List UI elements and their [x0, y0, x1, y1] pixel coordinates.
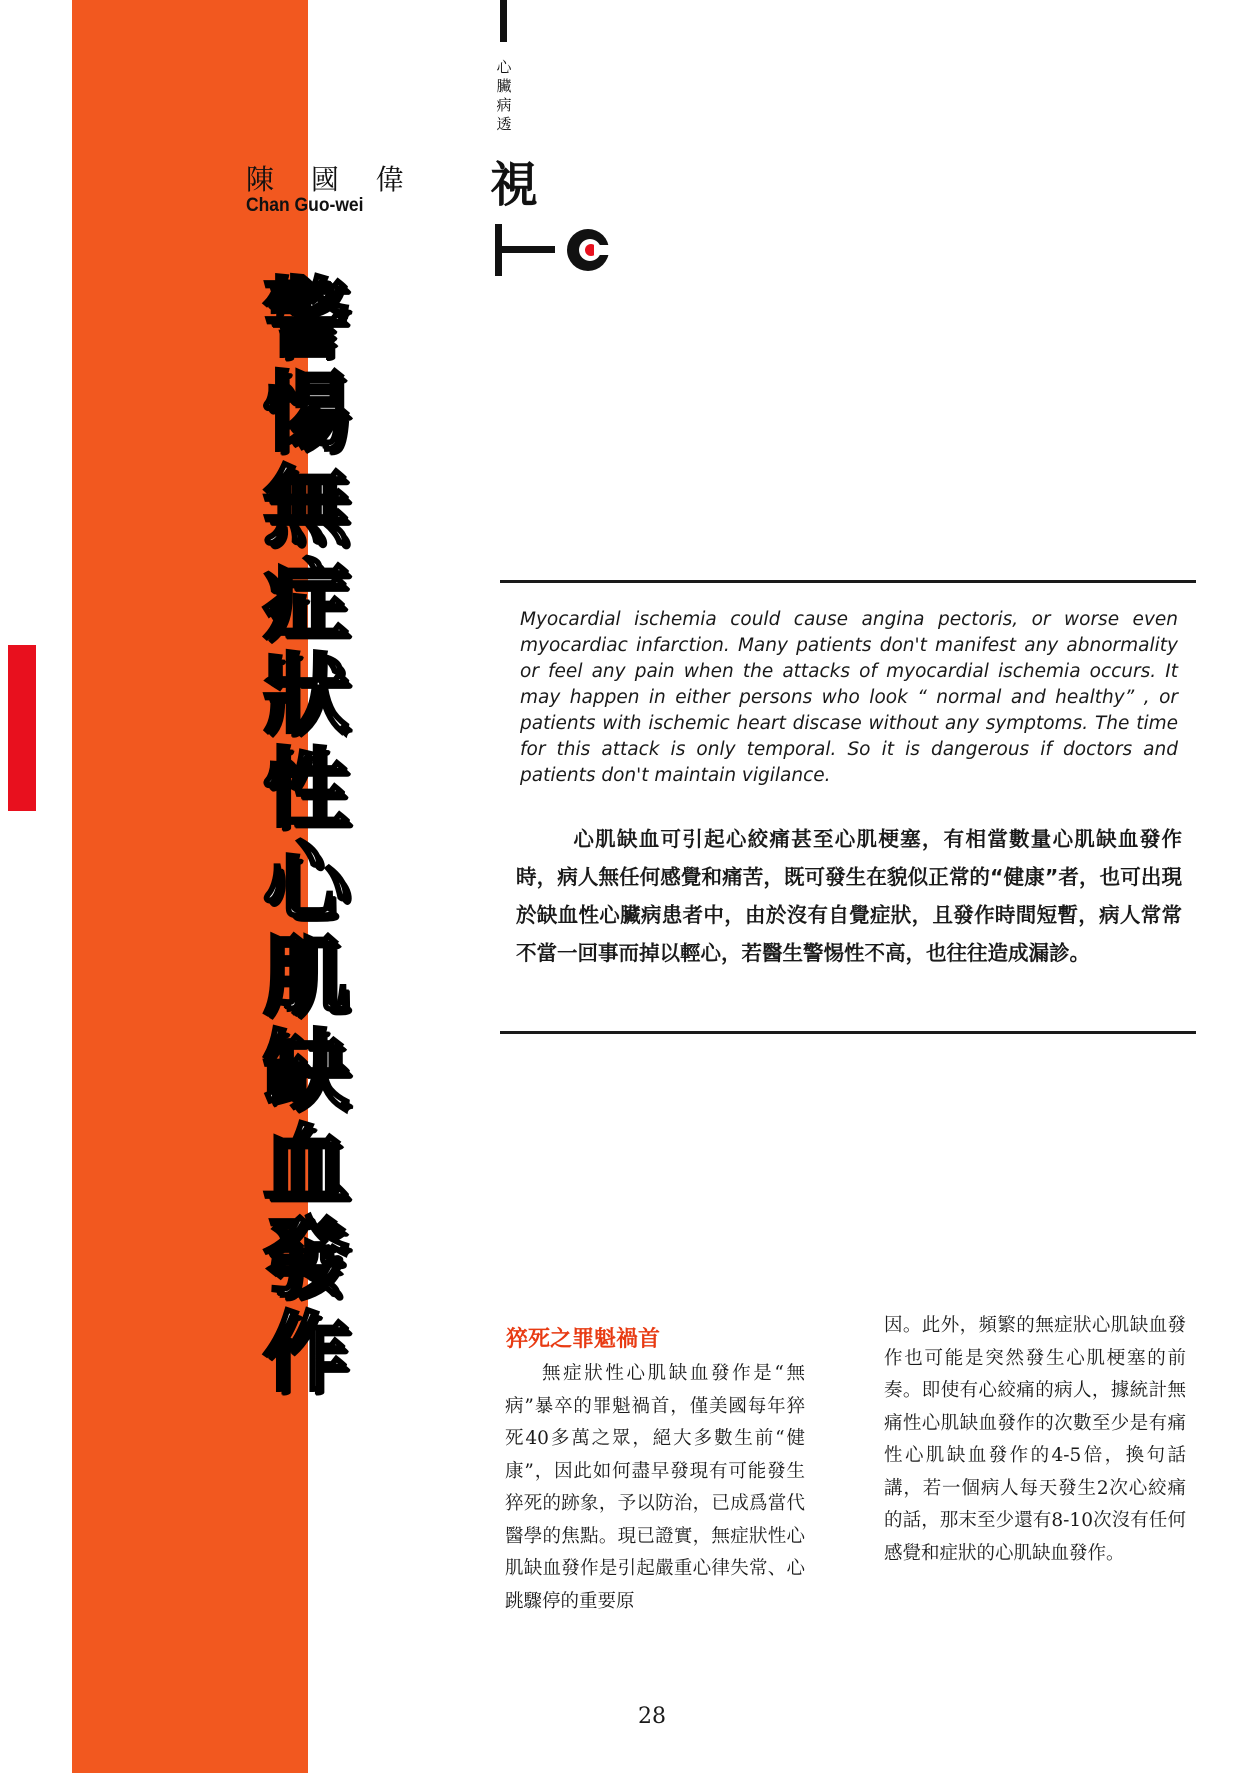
title-char: 發 — [263, 1209, 349, 1309]
title-char: 惕 — [263, 363, 349, 463]
body-column-left: 無症狀性心肌缺血發作是“無病”暴卒的罪魁禍首，僅美國每年猝死40多萬之眾，絕大多數生前“健康”，因此如何盡早發現有可能發生猝死的跡象，予以防治，已成爲當代醫學的焦點。現已證實，無症狀性心肌缺血發作是引起嚴重心律失常、心跳驟停的重要原 — [505, 1363, 805, 1612]
hc-logo-icon — [564, 226, 612, 274]
section-heading: 猝死之罪魁禍首 — [506, 1327, 661, 1352]
abstract-english: Myocardial ischemia could cause angina pectoris, or worse even myocardiac infarction. Many patients don't manifest any abnormality or feel any pain when the attacks of myocardial ischemia occurs. It may happen in either persons who look “ normal and healthy” , or patients with ischemic heart discase without any symptoms. The time for this attack is only temporal. So it is dangerous if doctors and patients don't maintain vigilance. — [520, 609, 1178, 786]
title-char: 狀 — [263, 645, 349, 745]
title-char: 作 — [263, 1303, 349, 1403]
section-label: 心臟病透 — [496, 58, 512, 133]
title-char: 血 — [263, 1115, 349, 1215]
page-number: 28 — [638, 1704, 666, 1729]
abstract-top-rule — [500, 580, 1196, 583]
abstract-chinese: 心肌缺血可引起心絞痛甚至心肌梗塞，有相當數量心肌缺血發作時，病人無任何感覺和痛苦，既可發生在貌似正常的“健康”者，也可出現於缺血性心臟病患者中，由於沒有自覺症狀，且發作時間短暫，病人常常不當一回事而掉以輕心，若醫生警惕性不高，也往往造成漏診。 — [516, 827, 1182, 965]
title-char: 性 — [263, 739, 349, 839]
body-column-right: 因。此外，頻繁的無症狀心肌缺血發作也可能是突然發生心肌梗塞的前奏。即使有心絞痛的病人，據統計無痛性心肌缺血發作的次數至少是有痛性心肌缺血發作的4-5倍，換句話講，若一個病人每天發生2次心絞痛的話，那末至少還有8-10次沒有任何感覺和症狀的心肌缺血發作。 — [884, 1315, 1186, 1564]
title-char: 肌 — [263, 927, 349, 1027]
title-char: 缺 — [263, 1021, 349, 1121]
title-char: 症 — [263, 551, 349, 651]
author-name-english: Chan Guo-wei — [246, 195, 364, 216]
red-edge-tab — [8, 645, 36, 811]
section-marker-bar — [500, 0, 507, 42]
author-name-chinese: 陳 國 偉 — [246, 163, 418, 196]
abstract-bottom-rule — [500, 1031, 1196, 1034]
section-char: 視 — [490, 157, 539, 213]
title-char: 心 — [263, 833, 349, 933]
title-char: 無 — [263, 457, 349, 557]
hc-logo-crossbar — [495, 246, 555, 253]
article-title — [254, 269, 358, 1403]
title-char: 警 — [263, 269, 349, 369]
